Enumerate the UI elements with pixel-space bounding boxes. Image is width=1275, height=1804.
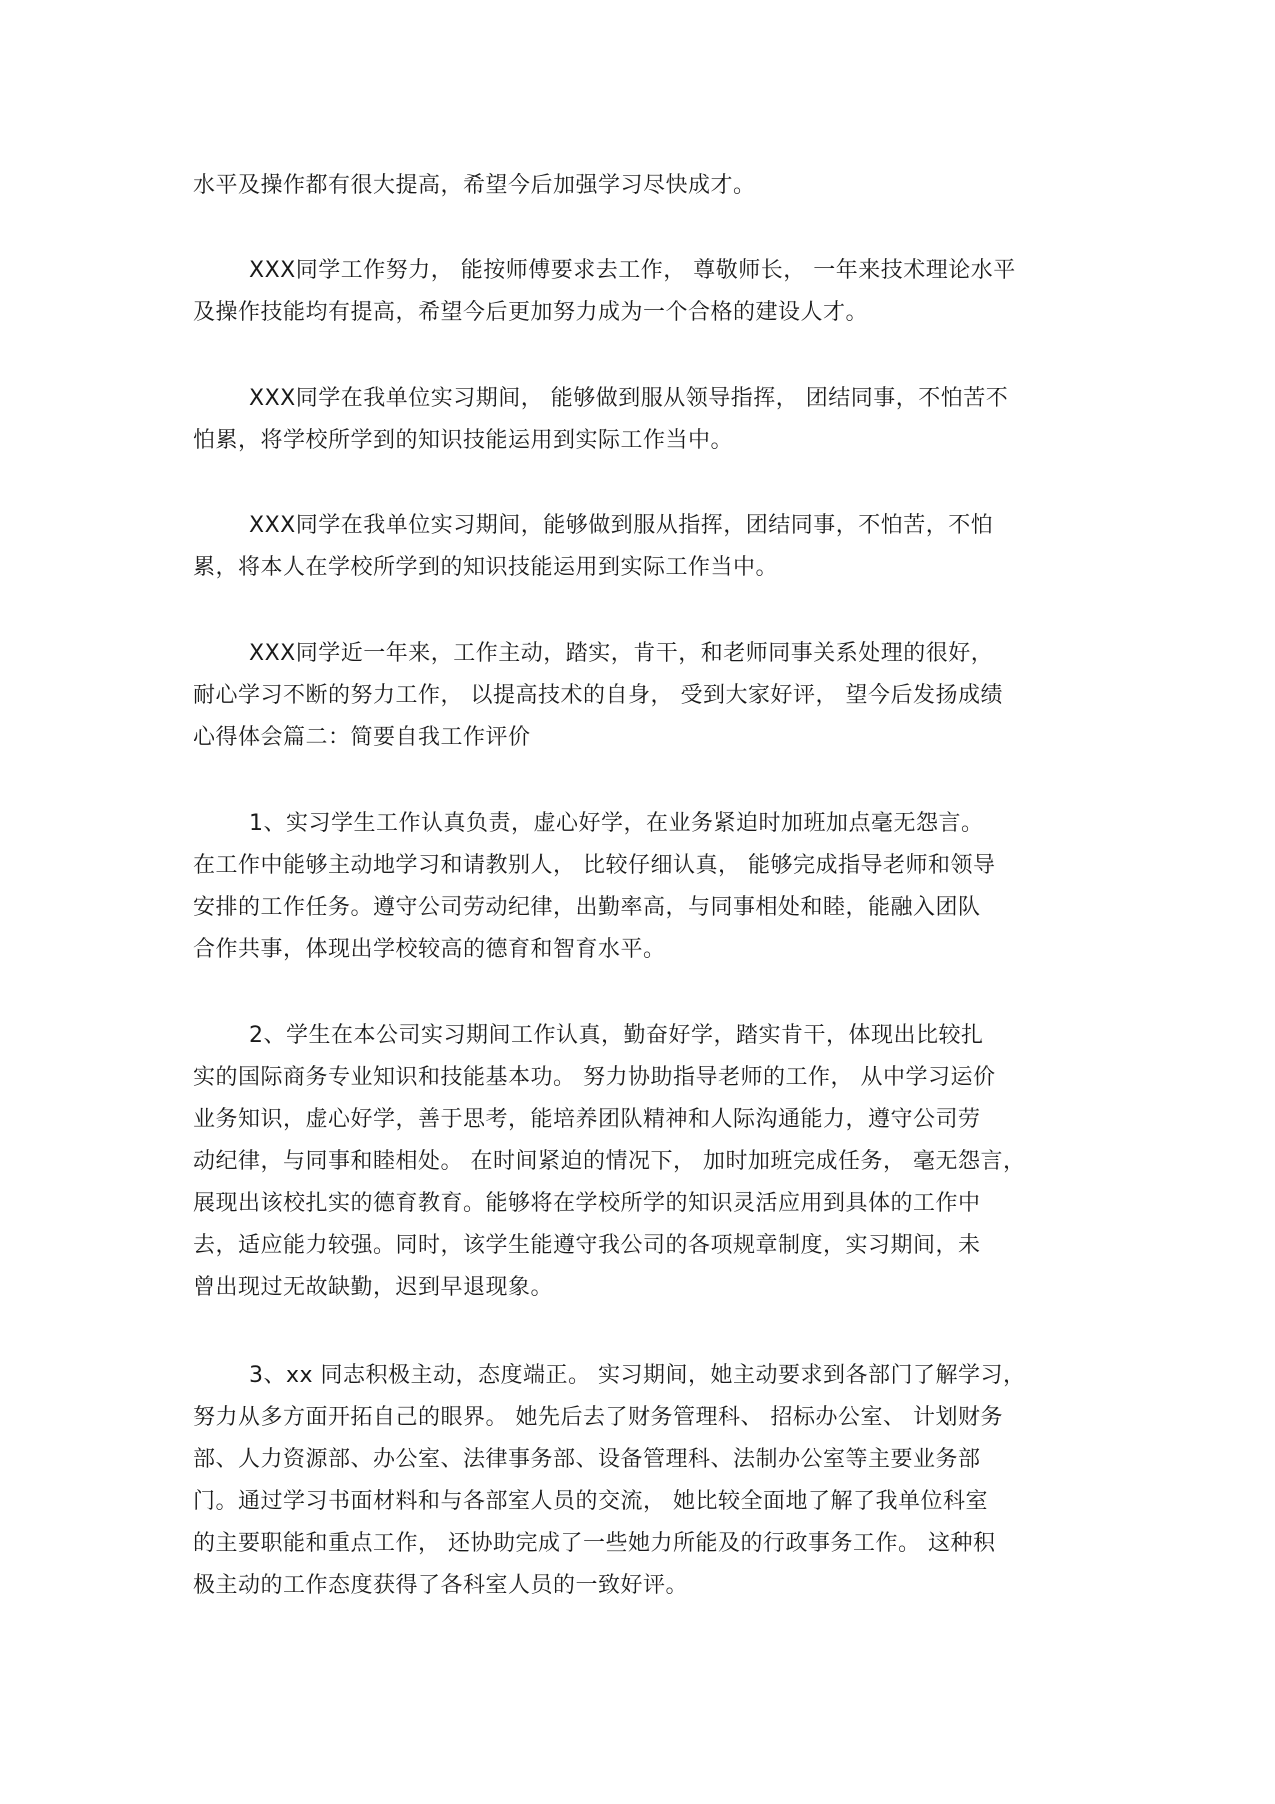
paragraph-8 [193,1355,1093,1607]
text-line: 耐心学习不断的努力工作， 以提高技术的自身， 受到大家好评， 望今后发扬成绩 [193,683,1003,708]
text-line: 水平及操作都有很大提高，希望今后加强学习尽快成才。 [193,173,756,198]
text-line: 展现出该校扎实的德育教育。能够将在学校所学的知识灵活应用到具体的工作中 [193,1191,981,1216]
paragraph-2 [193,250,1093,334]
text-line: 安排的工作任务。遵守公司劳动纪律，出勤率高，与同事相处和睦，能融入团队 [193,895,981,920]
paragraph-4 [193,505,1093,589]
paragraph-6 [193,803,1093,971]
text-line: 2、学生在本公司实习期间工作认真，勤奋好学，踏实肯干，体现出比较扎 [249,1023,984,1048]
text-line: 累，将本人在学校所学到的知识技能运用到实际工作当中。 [193,555,779,580]
text-line: 1、实习学生工作认真负责，虚心好学，在业务紧迫时加班加点毫无怨言。 [249,811,984,836]
text-line: 极主动的工作态度获得了各科室人员的一致好评。 [193,1573,689,1598]
text-line: 业务知识，虚心好学，善于思考，能培养团队精神和人际沟通能力，遵守公司劳 [193,1107,981,1132]
text-line: 合作共事，体现出学校较高的德育和智育水平。 [193,937,666,962]
text-line: 曾出现过无故缺勤，迟到早退现象。 [193,1275,554,1300]
text-line: 3、xx 同志积极主动，态度端正。 实习期间，她主动要求到各部门了解学习， [249,1363,1026,1388]
paragraph-1 [193,165,1093,207]
text-line: 的主要职能和重点工作， 还协助完成了一些她力所能及的行政事务工作。 这种积 [193,1531,996,1556]
text-line: 实的国际商务专业知识和技能基本功。 努力协助指导老师的工作， 从中学习运价 [193,1065,996,1090]
paragraph-3 [193,378,1093,462]
text-line: 在工作中能够主动地学习和请教别人， 比较仔细认真， 能够完成指导老师和领导 [193,853,996,878]
paragraph-5 [193,633,1093,759]
text-line: 门。通过学习书面材料和与各部室人员的交流， 她比较全面地了解了我单位科室 [193,1489,988,1514]
text-line: 去，适应能力较强。同时，该学生能遵守我公司的各项规章制度，实习期间，未 [193,1233,981,1258]
text-line: XXX同学在我单位实习期间， 能够做到服从领导指挥， 团结同事，不怕苦不 [249,386,1009,411]
text-line: XXX同学近一年来，工作主动，踏实，肯干，和老师同事关系处理的很好， [249,641,994,666]
text-line: 及操作技能均有提高，希望今后更加努力成为一个合格的建设人才。 [193,300,869,325]
text-line: 努力从多方面开拓自己的眼界。 她先后去了财务管理科、 招标办公室、 计划财务 [193,1405,1003,1430]
text-line: XXX同学在我单位实习期间，能够做到服从指挥，团结同事，不怕苦，不怕 [249,513,994,538]
text-line: 怕累，将学校所学到的知识技能运用到实际工作当中。 [193,428,734,453]
paragraph-7 [193,1015,1093,1309]
text-line: XXX同学工作努力， 能按师傅要求去工作， 尊敬师长， 一年来技术理论水平 [249,258,1016,283]
text-line: 动纪律，与同事和睦相处。 在时间紧迫的情况下， 加时加班完成任务， 毫无怨言， [193,1149,1026,1174]
section-heading: 心得体会篇二：简要自我工作评价 [193,725,531,750]
text-line: 部、人力资源部、办公室、法律事务部、设备管理科、法制办公室等主要业务部 [193,1447,981,1472]
